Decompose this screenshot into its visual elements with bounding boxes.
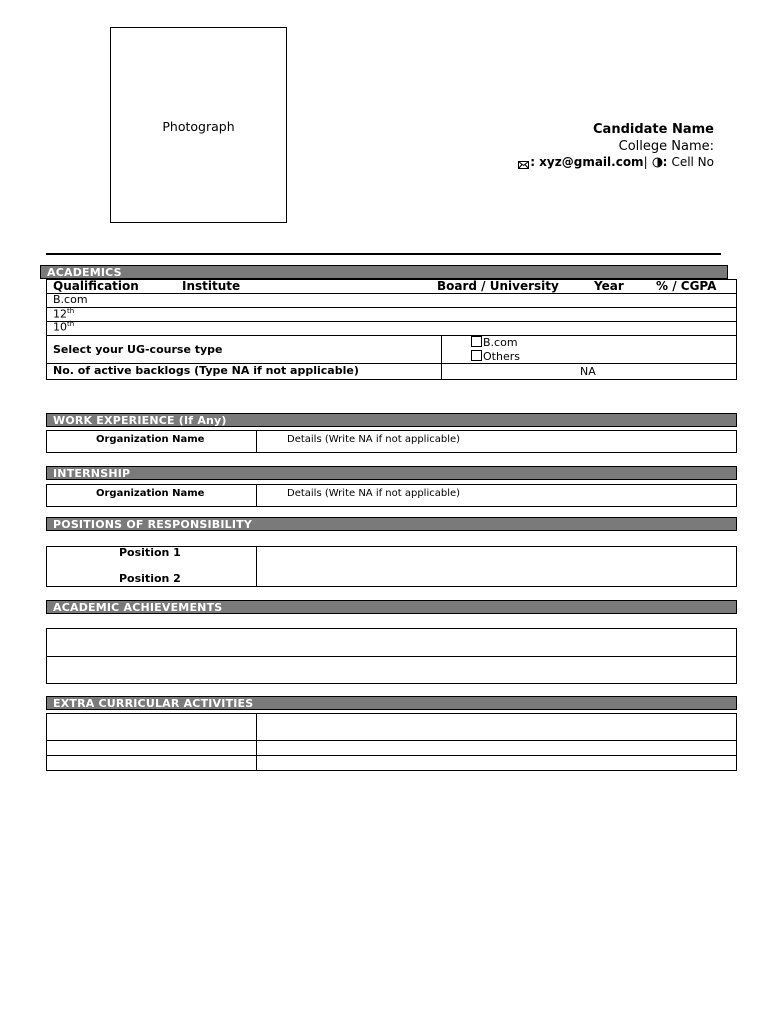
- photograph-label: Photograph: [162, 119, 235, 134]
- positions-title: POSITIONS OF RESPONSIBILITY: [53, 518, 253, 531]
- achievements-title: ACADEMIC ACHIEVEMENTS: [53, 601, 223, 614]
- phone-label: :: [662, 155, 668, 169]
- contact-line: [518, 155, 714, 169]
- col-divider: [256, 546, 257, 587]
- col-cgpa: % / CGPA: [656, 279, 717, 293]
- row-divider: [46, 335, 737, 336]
- ug-course-label: Select your UG-course type: [53, 343, 223, 356]
- backlogs-label: No. of active backlogs (Type NA if not applicable): [53, 364, 359, 377]
- work-org-label: Organization Name: [96, 434, 205, 445]
- position-1: Position 1: [119, 546, 181, 559]
- cell-number: Cell No: [671, 155, 714, 169]
- phone-icon: [652, 157, 663, 168]
- checkbox-icon[interactable]: [471, 350, 482, 361]
- row-divider: [46, 656, 737, 657]
- college-name: College Name:: [618, 139, 714, 154]
- row-label: 12: [53, 307, 67, 321]
- row-sup: th: [67, 307, 75, 315]
- internship-header: [46, 466, 737, 480]
- checkbox-icon[interactable]: [471, 336, 482, 347]
- separator: |: [643, 155, 648, 169]
- row-divider: [46, 755, 737, 756]
- header-divider: [46, 253, 721, 255]
- col-divider: [256, 484, 257, 507]
- backlogs-value[interactable]: NA: [580, 365, 596, 378]
- row-bcom[interactable]: [53, 293, 88, 306]
- row-10th[interactable]: [53, 320, 74, 334]
- row-divider: [46, 740, 737, 741]
- internship-org-label: Organization Name: [96, 488, 205, 499]
- ug-option-label: Others: [483, 350, 520, 363]
- col-institute: Institute: [182, 279, 241, 293]
- work-details-label: Details (Write NA if not applicable): [287, 434, 461, 445]
- internship-title: INTERNSHIP: [53, 467, 131, 480]
- work-header: [46, 413, 737, 427]
- extra-title: EXTRA CURRICULAR ACTIVITIES: [53, 697, 254, 710]
- col-divider: [441, 335, 442, 380]
- col-board: Board / University: [437, 279, 559, 293]
- ug-option-bcom[interactable]: [471, 336, 518, 349]
- col-divider: [256, 713, 257, 771]
- ug-option-label: B.com: [483, 336, 518, 349]
- envelope-icon: [518, 158, 529, 166]
- achievements-header: [46, 600, 737, 614]
- col-divider: [256, 430, 257, 453]
- row-12th[interactable]: [53, 307, 74, 321]
- col-year: Year: [594, 279, 624, 293]
- row-divider: [46, 293, 737, 294]
- col-qualification: Qualification: [53, 279, 139, 293]
- academics-header: [40, 265, 728, 279]
- ug-option-others[interactable]: [471, 350, 520, 363]
- position-2: Position 2: [119, 572, 181, 585]
- work-title: WORK EXPERIENCE (If Any): [53, 414, 227, 427]
- row-divider: [46, 321, 737, 322]
- row-label: 10: [53, 320, 67, 334]
- extra-table[interactable]: [46, 713, 737, 771]
- academics-title: ACADEMICS: [47, 266, 122, 279]
- extra-header: [46, 696, 737, 710]
- candidate-name: Candidate Name: [593, 122, 714, 137]
- row-divider: [46, 307, 737, 308]
- row-sup: th: [67, 320, 75, 328]
- email: : xyz@gmail.com: [530, 155, 644, 169]
- positions-header: [46, 517, 737, 531]
- row-label: B.com: [53, 293, 88, 306]
- internship-details-label: Details (Write NA if not applicable): [287, 488, 461, 499]
